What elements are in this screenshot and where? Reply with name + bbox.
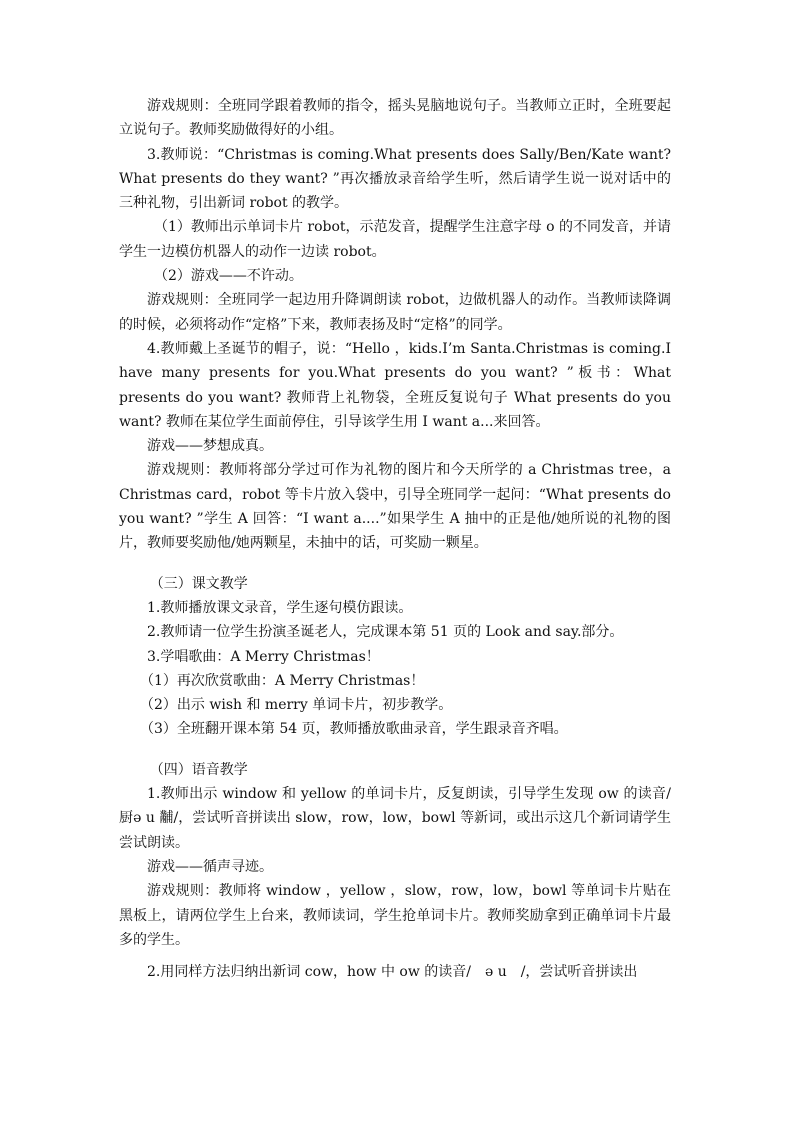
- step-3-2-paragraph: （2）游戏——不许动。: [154, 268, 303, 285]
- text-step-1: 1.教师播放课文录音，学生逐句模仿跟读。: [147, 599, 413, 616]
- phonics-step-1: 1.教师出示 window 和 yellow 的单词卡片，反复朗读，引导学生发现 ow 的读音/厨ə u 黼/，尝试听音拼读出 slow，row，low，bowl 等新词，或出示这几个新词请学生尝试朗读。: [119, 786, 671, 851]
- game-rule-paragraph-3: 游戏规则：教师将部分学过可作为礼物的图片和今天所学的 a Christmas tree，a Christmas card，robot 等卡片放入袋中，引导全班同学一起问：“What presents do you want? ”学生 A 回答：“I want a....”如果学生 A 抽中的正是他/她所说的礼物的图片，教师要奖励他/她两颗星，未抽中的话，可奖励一颗星。: [119, 462, 671, 552]
- game-rule-paragraph-4: 游戏规则：教师将 window ，yellow ，slow，row，low，bowl 等单词卡片贴在黑板上，请两位学生上台来，教师读词，学生抢单词卡片。教师奖励拿到正确单词卡片最多的学生。: [119, 883, 671, 948]
- text-step-3-3: （3）全班翻开课本第 54 页，教师播放歌曲录音，学生跟录音齐唱。: [140, 721, 568, 738]
- text-step-3-1: （1）再次欣赏歌曲：A Merry Christmas！: [140, 672, 425, 689]
- step-4-paragraph: 4.教师戴上圣诞节的帽子，说：“Hello ，kids.I’m Santa.Christmas is coming.I have many presents for you.What presents do you want? ”板书：What presents do you want? 教师背上礼物袋，全班反复说句子 What presents do you want? 教师在某位学生面前停住，引导该学生用 I want a...来回答。: [119, 340, 671, 430]
- document-page: [119, 94, 671, 984]
- game-title-trace: 游戏——循声寻迹。: [147, 858, 273, 875]
- section-gap: [119, 742, 671, 758]
- phonics-step-2: 2.用同样方法归纳出新词 cow，how 中 ow 的读音/ ə u /，尝试听音拼读出: [147, 964, 638, 981]
- game-rule-paragraph-2: 游戏规则：全班同学一起边用升降调朗读 robot，边做机器人的动作。当教师读降调的时候，必须将动作“定格”下来，教师表扬及时“定格”的同学。: [119, 292, 671, 333]
- text-step-3: 3.学唱歌曲：A Merry Christmas！: [147, 648, 380, 665]
- step-3-paragraph: 3.教师说：“Christmas is coming.What presents does Sally/Ben/Kate want? What presents do they want? ”再次播放录音给学生听，然后请学生说一说对话中的三种礼物，引出新词 robot 的教学。: [119, 146, 671, 212]
- text-step-2: 2.教师请一位学生扮演圣诞老人，完成课本第 51 页的 Look and say.部分。: [147, 624, 624, 641]
- game-rule-paragraph-1: 游戏规则：全班同学跟着教师的指令，摇头晃脑地说句子。当教师立正时，全班要起立说句子。教师奖励做得好的小组。: [119, 98, 671, 139]
- text-step-3-2: （2）出示 wish 和 merry 单词卡片，初步教学。: [140, 697, 453, 714]
- section-gap: [119, 556, 671, 572]
- game-title-dream: 游戏——梦想成真。: [147, 438, 273, 455]
- paragraph-gap: [119, 952, 671, 960]
- step-3-1-paragraph: （1）教师出示单词卡片 robot，示范发音，提醒学生注意字母 o 的不同发音，并请学生一边模仿机器人的动作一边读 robot。: [119, 219, 671, 260]
- section-heading-text-teaching: （三）课文教学: [149, 575, 248, 592]
- section-heading-phonics: （四）语音教学: [149, 761, 248, 778]
